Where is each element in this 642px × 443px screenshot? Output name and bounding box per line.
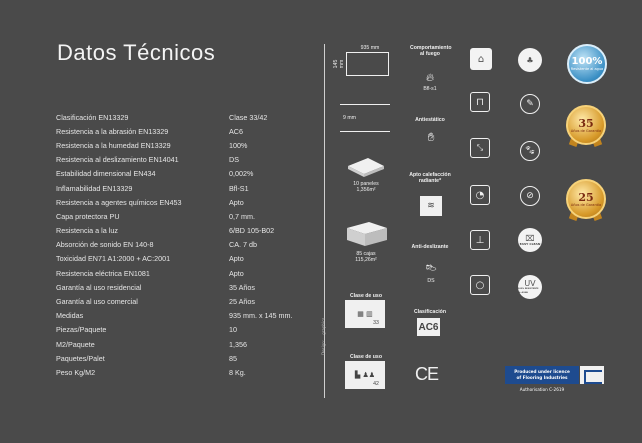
spec-label: Clasificación EN13329 xyxy=(56,112,129,122)
tree-icon: ♣ xyxy=(518,48,542,72)
spec-label: Garantía al uso residencial xyxy=(56,282,142,292)
antistatic-label: Antiestático xyxy=(415,117,445,123)
spec-value: 8 Kg. xyxy=(229,367,246,377)
spec-row xyxy=(56,280,321,294)
fire-value: Bfl-s1 xyxy=(423,86,437,92)
unilin-logo-icon xyxy=(580,366,604,384)
seal-percent: 100% xyxy=(571,56,603,67)
slip-label: Anti-deslizante xyxy=(411,244,449,250)
spec-row xyxy=(56,351,321,365)
spec-label: M2/Paquete xyxy=(56,339,95,349)
seal-text: Años de Garantía xyxy=(570,202,602,207)
spec-label: Resistencia a la luz xyxy=(56,226,118,236)
spec-value: 6/BD 105-B02 xyxy=(229,226,275,236)
warranty-25-seal xyxy=(566,179,606,219)
spec-label: Peso Kg/M2 xyxy=(56,367,96,377)
fire-label: Comportamiento al fuego xyxy=(410,45,452,57)
spec-value: Bfl-S1 xyxy=(229,183,249,193)
uv-icon xyxy=(518,275,542,299)
classification-label: Clasificación xyxy=(413,309,446,315)
spec-row xyxy=(56,294,321,308)
spec-label: Estabilidad dimensional EN434 xyxy=(56,169,156,179)
radiant-heating-icon: ≋ xyxy=(420,196,442,216)
seal-years: 25 xyxy=(578,190,594,204)
usage-class-label: Clase de uso xyxy=(349,293,382,299)
spec-row xyxy=(56,181,321,195)
installation-icon: ⌂ xyxy=(470,48,492,70)
furniture-leg-icon: ⊥ xyxy=(470,230,490,250)
panels-count: 10 paneles xyxy=(353,181,379,187)
spec-label: Resistencia eléctrica EN1081 xyxy=(56,268,150,278)
expansion-arrows-icon: ⤡ xyxy=(470,138,490,158)
spec-table xyxy=(56,110,321,380)
licence-badge xyxy=(505,366,579,384)
warranty-35-seal xyxy=(566,105,606,145)
seal-text: Años de Garantía xyxy=(570,128,602,133)
ce-mark: CE xyxy=(415,364,439,384)
width-label: 935 mm xyxy=(360,45,380,51)
plank-outline xyxy=(346,52,389,76)
spec-value: 1,356 xyxy=(229,339,247,349)
easy-clean-label: EASY CLEAN xyxy=(519,241,541,246)
pet-icon: 🐾︎ xyxy=(520,141,540,161)
spec-value: 100% xyxy=(229,140,248,150)
spec-label: Capa protectora PU xyxy=(56,211,120,221)
authorisation-number: Authorisation C-2619 xyxy=(519,387,565,392)
spec-row xyxy=(56,238,321,252)
spec-value: CA. 7 db xyxy=(229,240,257,250)
uv-label: UV xyxy=(524,278,536,288)
height-label: 145 mm xyxy=(333,59,345,69)
usage-class-number: 33 xyxy=(373,320,379,326)
panel-stack-icon xyxy=(346,156,386,178)
heating-label: Apto calefacción radiante* xyxy=(409,172,451,184)
underlay-icon: ◔ xyxy=(470,185,490,205)
spec-value: AC6 xyxy=(229,126,243,136)
spec-row xyxy=(56,167,321,181)
spec-row xyxy=(56,138,321,152)
water-label: 100% RESISTENTE AL AGUA xyxy=(518,287,539,294)
design-credit: Design: ...graphics xyxy=(321,317,326,355)
industrial-usage-icon: ▙ ♟♟ xyxy=(345,361,385,389)
spec-row xyxy=(56,153,321,167)
spec-label: Medidas xyxy=(56,311,84,321)
spec-row xyxy=(56,365,321,379)
spec-value: 85 xyxy=(229,353,237,363)
pallet-box-icon xyxy=(345,220,389,250)
spec-label: Inflamabilidad EN13329 xyxy=(56,183,133,193)
panels-area: 1,356m² xyxy=(356,187,376,193)
spec-label: Resistencia a la humedad EN13329 xyxy=(56,140,171,150)
slip-value: DS xyxy=(427,278,435,284)
spec-value: Clase 33/42 xyxy=(229,112,268,122)
spec-value: DS xyxy=(229,155,239,165)
page-title: Datos Técnicos xyxy=(57,40,216,65)
spec-value: 35 Años xyxy=(229,282,255,292)
spec-row xyxy=(56,124,321,138)
plank-joint-icon: ⊓ xyxy=(470,92,490,112)
spec-value: 10 xyxy=(229,325,237,335)
flame-icon: 🔥︎ xyxy=(425,71,435,84)
licence-line2: of Flooring Industries xyxy=(516,374,568,380)
seal-years: 35 xyxy=(578,116,594,130)
boxes-count: 85 cajas xyxy=(356,251,376,257)
usage-class-label: Clase de uso xyxy=(349,354,382,360)
spec-value: 0,7 mm. xyxy=(229,211,255,221)
spec-label: Garantía al uso comercial xyxy=(56,297,138,307)
no-smoking-icon: ⊘ xyxy=(520,186,540,206)
wheel-chair-icon: ○ xyxy=(470,275,490,295)
spec-label: Resistencia al deslizamiento EN14041 xyxy=(56,155,179,165)
hand-icon: ✋︎ xyxy=(427,129,435,144)
spec-row xyxy=(56,309,321,323)
spec-row xyxy=(56,195,321,209)
spec-row xyxy=(56,266,321,280)
shoe-icon: 👞︎ xyxy=(424,262,438,274)
spec-value: Apto xyxy=(229,254,244,264)
spec-label: Resistencia a agentes químicos EN453 xyxy=(56,197,182,207)
commercial-usage-icon: ▦ ▥ xyxy=(345,300,385,328)
spec-row xyxy=(56,337,321,351)
spec-row xyxy=(56,209,321,223)
spec-row xyxy=(56,224,321,238)
seal-text: Resistente al agua xyxy=(570,67,604,71)
brush-icon: ✎ xyxy=(520,94,540,114)
classification-value: AC6 xyxy=(417,318,440,336)
spec-label: Toxicidad EN71 A1:2000 + AC:2001 xyxy=(56,254,171,264)
spec-row xyxy=(56,110,321,124)
licence-line1: Produced under licence xyxy=(514,369,570,374)
boxes-area: 115,26m² xyxy=(355,257,377,263)
easy-clean-icon: ⌧ EASY CLEAN xyxy=(518,228,542,252)
spec-value: 0,002% xyxy=(229,169,254,179)
spec-value: 935 mm. x 145 mm. xyxy=(229,311,293,321)
spec-label: Piezas/Paquete xyxy=(56,325,107,335)
spec-label: Paquetes/Palet xyxy=(56,353,105,363)
thickness-label: 9 mm xyxy=(343,115,356,121)
spec-value: Apto xyxy=(229,268,244,278)
spec-value: Apto xyxy=(229,197,244,207)
spec-row xyxy=(56,323,321,337)
spec-value: 25 Años xyxy=(229,297,255,307)
spec-label: Absorción de sonido EN 140-8 xyxy=(56,240,154,250)
spec-label: Resistencia a la abrasión EN13329 xyxy=(56,126,169,136)
water-resistant-seal xyxy=(567,44,607,84)
spec-row xyxy=(56,252,321,266)
usage-class-number: 42 xyxy=(373,381,379,387)
